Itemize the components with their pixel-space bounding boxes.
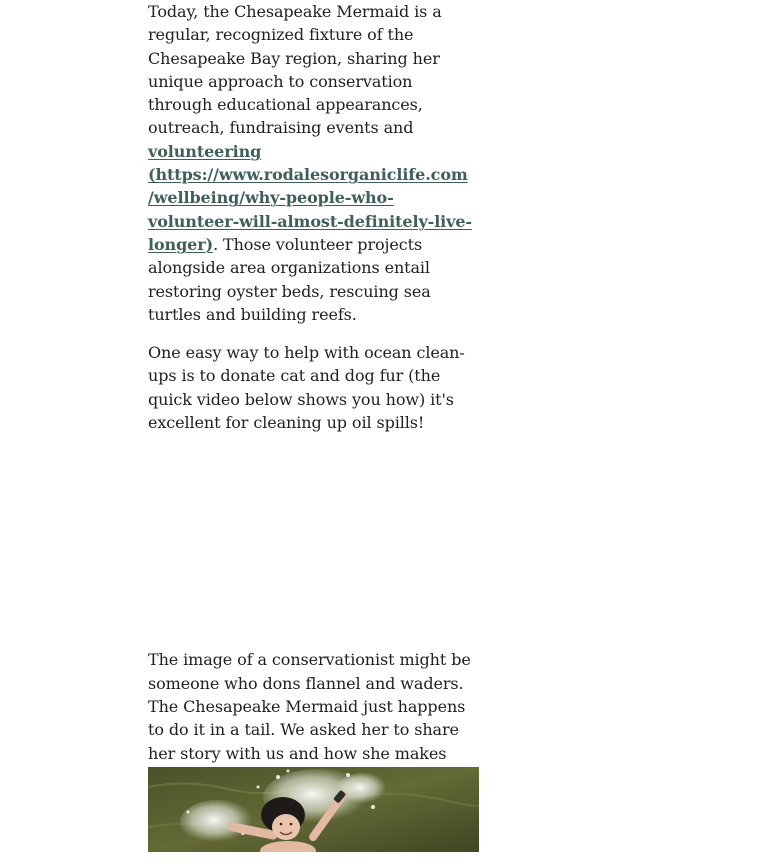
embedded-video-placeholder[interactable] bbox=[148, 434, 479, 648]
right-splash bbox=[337, 773, 389, 805]
volunteering-link-text: volunteering bbox=[148, 141, 262, 161]
article-paragraph-2: One easy way to help with ocean clean-ups is to donate cat and dog fur (the quick video below shows you how) it's excellent for cleaning up oil spills! bbox=[148, 343, 465, 433]
face bbox=[272, 814, 300, 840]
article-body bbox=[148, 0, 479, 811]
paragraph-1-text-after: . Those volunteer projects alongside area organizations entail restoring oyster beds, rescuing sea turtles and building reefs. bbox=[148, 234, 431, 324]
left-splash bbox=[180, 800, 256, 844]
article-paragraph-3: The image of a conservationist might be someone who dons flannel and waders. The Chesapeake Mermaid just happens to do it in a tail. We asked her to share her story with us and how she makes bbox=[148, 650, 471, 763]
mermaid-swimming-photo bbox=[148, 767, 479, 852]
volunteering-link-url: (https://www.rodalesorganiclife.com /wellbeing/why-people-who-volunteer-will-almost-definitely-live-longer) bbox=[148, 165, 472, 254]
mermaid-photo-illustration bbox=[148, 767, 479, 852]
article-paragraph-1 bbox=[148, 0, 479, 326]
paragraph-1-text-before: Today, the Chesapeake Mermaid is a regular, recognized fixture of the Chesapeake Bay region, sharing her unique approach to conservation through educational appearances, outreach, fundraising events and bbox=[148, 2, 442, 138]
